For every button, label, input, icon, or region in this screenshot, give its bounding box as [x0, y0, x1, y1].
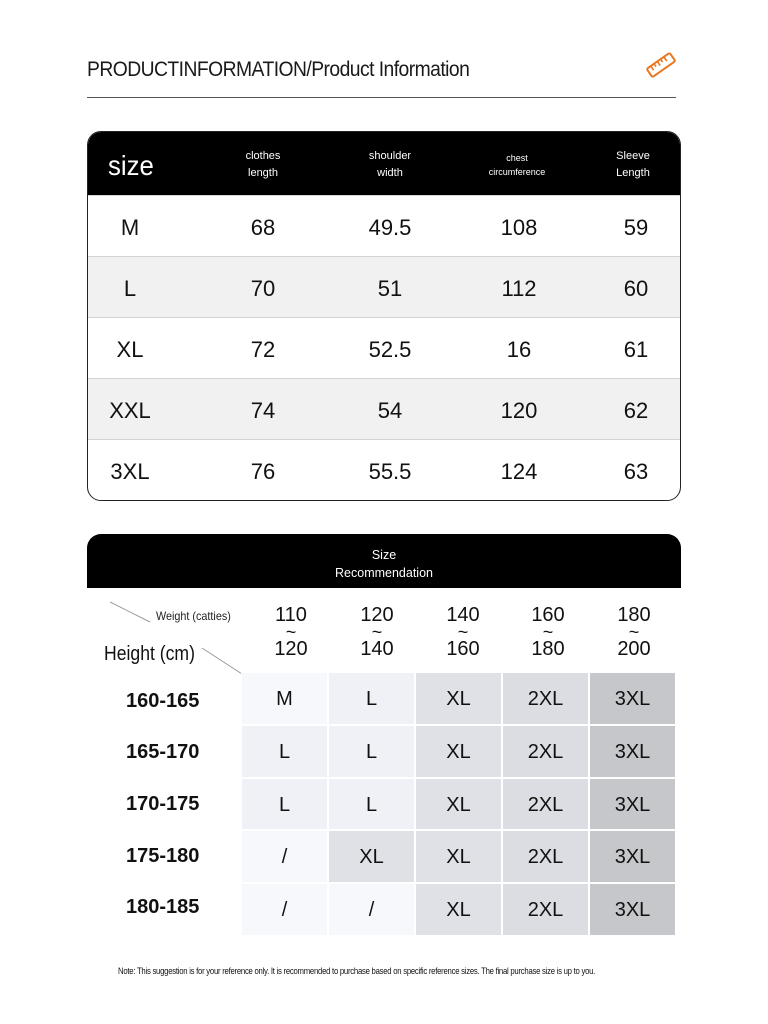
value-cell: 68: [250, 215, 276, 240]
height-range-label: 175-180: [126, 845, 200, 867]
height-range-label: 165-170: [126, 741, 200, 763]
grid-cell: /: [241, 883, 328, 936]
grid-cell: L: [328, 725, 415, 778]
grid-cell: XL: [415, 883, 502, 936]
grid-cell: L: [241, 778, 328, 831]
grid-cell: 3XL: [589, 883, 676, 936]
size-cell: 3XL: [110, 459, 150, 484]
column-header-shoulder-width: shoulder width: [368, 150, 412, 179]
value-cell: 59: [623, 215, 649, 240]
value-cell: 63: [623, 459, 649, 484]
grid-cell: L: [241, 725, 328, 778]
grid-cell: 2XL: [502, 672, 589, 725]
weight-range-header: 180 ~ 200: [617, 604, 651, 660]
table-row: [88, 195, 680, 256]
value-cell: 62: [623, 398, 649, 423]
size-cell: L: [123, 276, 137, 301]
value-cell: 74: [250, 398, 276, 423]
grid-cell: M: [241, 672, 328, 725]
grid-cell: XL: [415, 830, 502, 883]
table-row: [88, 378, 680, 439]
value-cell: 70: [250, 276, 276, 301]
grid-cell: 3XL: [589, 830, 676, 883]
size-recommendation-grid: [241, 672, 676, 936]
height-range-label: 160-165: [126, 690, 200, 712]
grid-cell: 2XL: [502, 778, 589, 831]
weight-range-header: 120 ~ 140: [360, 604, 394, 660]
value-cell: 120: [500, 398, 538, 423]
value-cell: 72: [250, 337, 276, 362]
weight-range-header: 110 ~ 120: [274, 604, 308, 660]
value-cell: 60: [623, 276, 649, 301]
size-cell: M: [120, 215, 140, 240]
grid-cell: 3XL: [589, 725, 676, 778]
column-header-sleeve-length: Sleeve Length: [616, 150, 650, 179]
grid-cell: /: [328, 883, 415, 936]
size-cell: XXL: [109, 398, 151, 423]
value-cell: 52.5: [368, 337, 412, 362]
footnote: Note: This suggestion is for your reference only. It is recommended to purchase based on specific reference sizes. The final purchase size is up to you.: [118, 966, 596, 976]
page-title: PRODUCTINFORMATION/Product Information: [87, 58, 470, 81]
grid-cell: 2XL: [502, 883, 589, 936]
height-range-label: 170-175: [126, 793, 200, 815]
grid-cell: 2XL: [502, 725, 589, 778]
weight-range-header: 140 ~ 160: [446, 604, 480, 660]
grid-cell: L: [328, 778, 415, 831]
table-row: [88, 317, 680, 378]
value-cell: 124: [500, 459, 538, 484]
grid-cell: 3XL: [589, 778, 676, 831]
table-row: [88, 439, 680, 500]
size-chart-header: [88, 132, 680, 195]
size-column-label: size: [108, 150, 154, 181]
weight-axis-label: Weight (catties): [156, 609, 231, 623]
grid-cell: 2XL: [502, 830, 589, 883]
ruler-icon: [645, 50, 677, 80]
value-cell: 16: [506, 337, 532, 362]
value-cell: 51: [377, 276, 403, 301]
value-cell: 49.5: [368, 215, 412, 240]
value-cell: 55.5: [368, 459, 412, 484]
recommendation-title-line2: Recommendation: [335, 566, 433, 580]
height-range-label: 180-185: [126, 896, 200, 918]
value-cell: 61: [623, 337, 649, 362]
column-header-clothes-length: clothes length: [245, 150, 281, 179]
size-cell: XL: [116, 337, 144, 362]
value-cell: 112: [501, 276, 537, 301]
grid-cell: L: [328, 672, 415, 725]
grid-cell: 3XL: [589, 672, 676, 725]
height-axis-label: Height (cm): [104, 643, 195, 665]
weight-range-header: 160 ~ 180: [531, 604, 565, 660]
value-cell: 76: [250, 459, 276, 484]
grid-cell: /: [241, 830, 328, 883]
size-recommendation-header: [87, 534, 681, 588]
value-cell: 108: [500, 215, 538, 240]
grid-cell: XL: [415, 672, 502, 725]
column-header-chest-circumference: chest circumference: [488, 153, 546, 177]
header-divider: [87, 97, 676, 98]
grid-cell: XL: [328, 830, 415, 883]
grid-cell: XL: [415, 778, 502, 831]
value-cell: 54: [377, 398, 403, 423]
recommendation-title-line1: Size: [371, 548, 397, 562]
table-row: [88, 256, 680, 317]
grid-cell: XL: [415, 725, 502, 778]
size-chart-table: [87, 131, 681, 501]
